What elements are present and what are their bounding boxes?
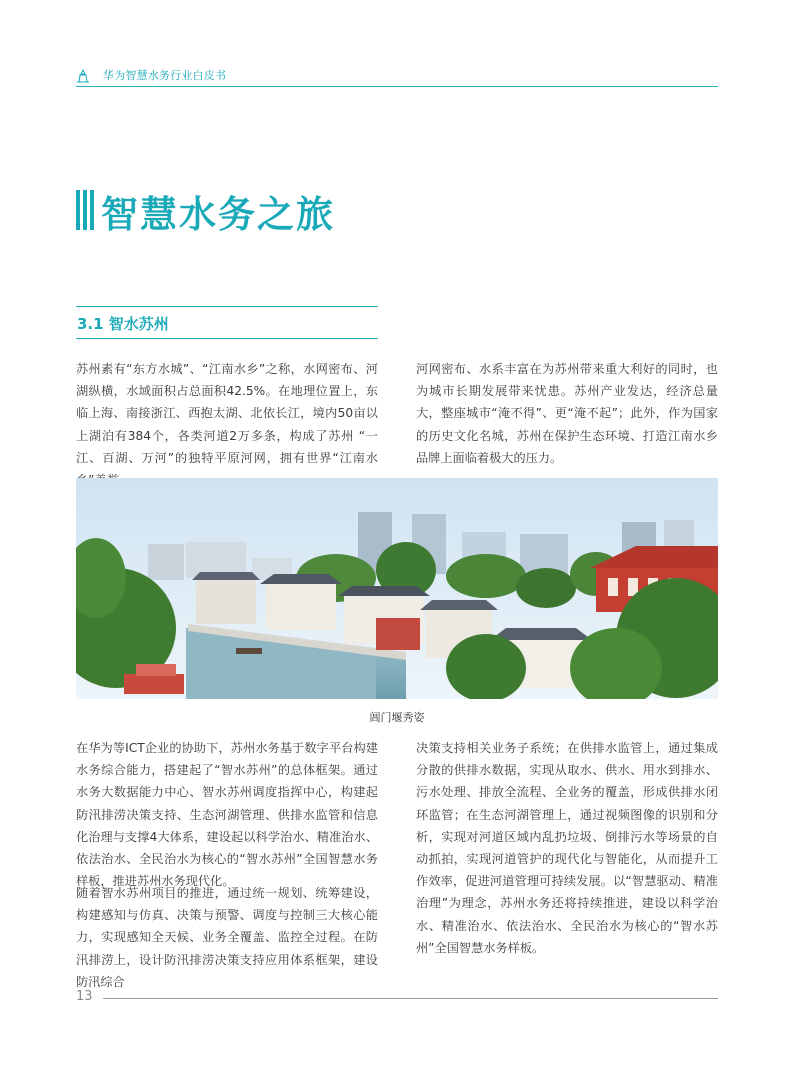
header-title: 华为智慧水务行业白皮书 <box>103 69 227 82</box>
intro-paragraph-left: 苏州素有“东方水城”、“江南水乡”之称，水网密布、河湖纵横，水域面积占总面积42.5%。在地理位置上，东临上海、南接浙江、西抱太湖、北依长江，境内50亩以上湖泊有384个，各类河道2万多条，构成了苏州 “一江、百湖、万河”的独特平原河网，拥有世界“江南水 <box>76 362 378 465</box>
chapter-title: 智慧水务之旅 <box>101 193 335 236</box>
page-header <box>76 66 718 88</box>
section-rule-bottom <box>76 338 378 339</box>
chapter-marker <box>76 190 96 230</box>
suzhou-canal-photo <box>76 478 718 699</box>
page-number: 13 <box>76 989 93 1004</box>
section-rule-top <box>76 306 378 307</box>
water-tower-icon <box>76 69 90 83</box>
body-paragraph-right: 决策支持相关业务子系统；在供排水监管上，通过集成分散的供排水数据，实现从取水、供水、用水到排水、污水处理、排放全流程、全业务的覆盖，形成供排水闭环监管；在生态河湖管理上，通过视频图像的识别和分析，实现对河道区域内乱扔垃圾、倒排污水等场景的自动抓拍，实现河道管护的现代化与智能化，从而提升工作效率，促进河道管理可持续发展。以“智慧驱动、精准治理”为理念，苏州水务还将持续推进，建设以科学治水、精准治水、依法治水、全民治水为核心的“智水苏州”全国智慧水务样板。 <box>416 741 718 955</box>
footer-rule <box>103 998 718 999</box>
header-rule <box>76 86 718 87</box>
canal-illustration <box>76 478 718 699</box>
body-paragraph-left-1: 在华为等ICT企业的协助下，苏州水务基于数字平台构建水务综合能力，搭建起了“智水苏州”的总体框架。通过水务大数据能力中心、智水苏州调度指挥中心，构建起防汛排涝决策支持、生态河湖管理、供排水监管和信息化治理与支撑4大体系，建设起以科学治水、精准治水、依法治水、全民治水为核心的“智水苏州”全国智慧水务样板，推进苏州水务现代化。 <box>76 741 378 889</box>
intro-paragraph-right: 河网密布、水系丰富在为苏州带来重大利好的同时，也为城市长期发展带来忧患。苏州产业发达，经济总量大，整座城市“淹不得”、更“淹不起”；此外，作为国家的历史文化名城，苏州在保护生态环境、打造江南水乡品牌上面临着极大的压力。 <box>416 362 718 465</box>
section-title: 3.1 智水苏州 <box>77 315 169 333</box>
figure-caption: 阊门堰秀姿 <box>369 711 425 724</box>
body-paragraph-left-2: 随着智水苏州项目的推进，通过统一规划、统筹建设，构建感知与仿真、决策与预警、调度与控制三大核心能力，实现感知全天候、业务全覆盖、监控全过程。在防汛排涝上，设计防汛排涝决策支持应用体系框架，建设防汛综合 <box>76 886 378 989</box>
